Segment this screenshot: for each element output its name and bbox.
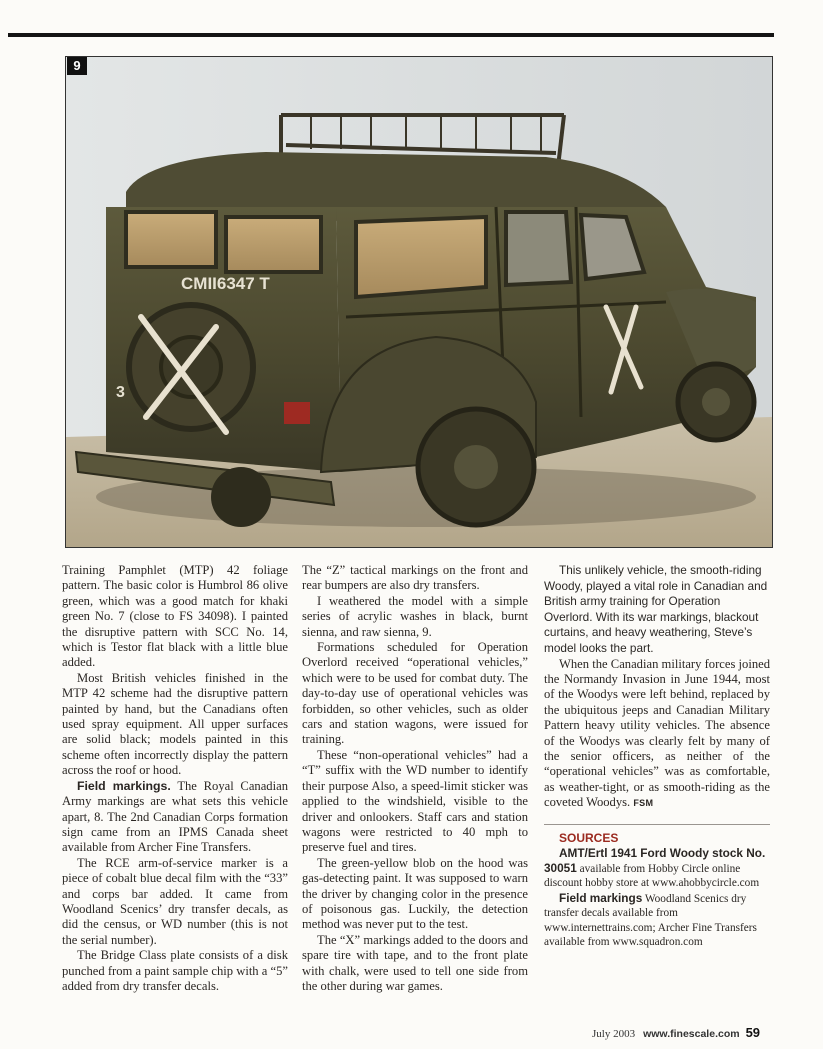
paragraph: Most British vehicles finished in the MTP 42 scheme had the disruptive pattern painted by hand, but the Canadians often used spray equipment. All upper surfaces are solid black; models painted in this scheme often incorrectly display the pattern across the roof or hood. [62, 670, 288, 778]
sources-heading: SOURCES [559, 830, 619, 845]
figure-photo [65, 56, 773, 548]
paragraph: The “X” markings added to the doors and spare tire with tape, and to the front plate with chalk, were used to tell one side from the other during war games. [302, 932, 528, 993]
census-number-plate: CMII6347 T [181, 274, 270, 293]
end-mark: FSM [633, 798, 654, 809]
top-rule [8, 33, 774, 37]
column-1 [62, 563, 288, 994]
paragraph-text: The Royal Canadian Army markings are what sets this vehicle apart, 8. The 2nd Canadian Corps formation sign came from an IPMS Canada sheet available from Archer Fine Transfers. [62, 778, 288, 855]
sources-divider [544, 824, 770, 825]
paragraph: Formations scheduled for Operation Overlord received “operational vehicles,” which were to be used for combat duty. The day-to-day use of operational vehicles was forbidden, so other vehicles, such as older cars and station wagons, were issued for training. [302, 640, 528, 747]
figure-number-badge: 9 [67, 57, 87, 75]
source-item [544, 891, 770, 950]
woody-wagon-image [66, 57, 772, 547]
paragraph [62, 779, 288, 856]
page-number: 59 [745, 1025, 761, 1040]
paragraph: Training Pamphlet (MTP) 42 foliage pattern. The basic color is Humbrol 86 olive green, which was a good match for khaki green No. 7 (close to FS 34098). I painted the disruptive pattern with SCC No. 14, which is Testor flat black with a little blue added. [62, 563, 288, 670]
paragraph: The green-yellow blob on the hood was gas-detecting paint. It was supposed to warn the driver by changing color in the presence of poisonous gas. Luckily, the detection method was never put to the test. [302, 855, 528, 932]
page-footer [592, 1025, 760, 1040]
column-3 [544, 563, 770, 949]
paragraph-text: When the Canadian military forces joined the Normandy Invasion in June 1944, most of the Woodys were left behind, replaced by the ubiquitous jeeps and Canadian Military Pattern heavy utility vehicles. The absence of the Woodys was clearly felt by many of the senior officers, as neither of the “operational vehicles” was as comfortable, as weather-tight, or as smooth-riding as the coveted Woodys. [544, 656, 770, 810]
source-item [544, 846, 770, 891]
run-in-heading: Field markings. [77, 778, 171, 793]
source-detail: Woodland Scenics dry transfer decals available from www.internettrains.com; Archer Fine Transfers available from www.squadron.com [544, 892, 757, 949]
rear-marker-text: 3 [116, 384, 125, 401]
paragraph: These “non-operational vehicles” had a “T” suffix with the WD number to identify their purpose Also, a speed-limit sticker was applied to the windshield, visible to the driver and onlookers. Staff cars and station wagons were restricted to 40 mph to preserve fuel and tires. [302, 747, 528, 855]
source-name: AMT/Ertl 1941 Ford Woody stock No. 30051 [544, 845, 766, 876]
issue-date: July 2003 [592, 1028, 636, 1040]
paragraph: The RCE arm-of-service marker is a piece of cobalt blue decal film with the “33” and corps bar added. It came from Woodland Scenics’ dry transfer decals, as did the census, or WD number (this is not the serial number). [62, 855, 288, 947]
paragraph: I weathered the model with a simple series of acrylic washes in black, burnt sienna, and raw sienna, 9. [302, 593, 528, 639]
photo-caption: This unlikely vehicle, the smooth-riding Woody, played a vital role in Canadian and British army training for Operation Overlord. With its war markings, blackout curtains, and heavy weathering, Steve’s model looks the part. [544, 563, 768, 655]
source-name: Field markings [559, 890, 643, 905]
formation-sign [284, 402, 310, 424]
paragraph: The “Z” tactical markings on the front and rear bumpers are also dry transfers. [302, 563, 528, 593]
website: www.finescale.com [643, 1028, 740, 1040]
paragraph [544, 657, 770, 812]
source-detail: available from Hobby Circle online discount hobby store at www.ahobbycircle.com [544, 863, 760, 890]
paragraph: The Bridge Class plate consists of a disk punched from a paint sample chip with a “5” added from dry transfer decals. [62, 948, 288, 993]
column-2 [302, 563, 528, 994]
